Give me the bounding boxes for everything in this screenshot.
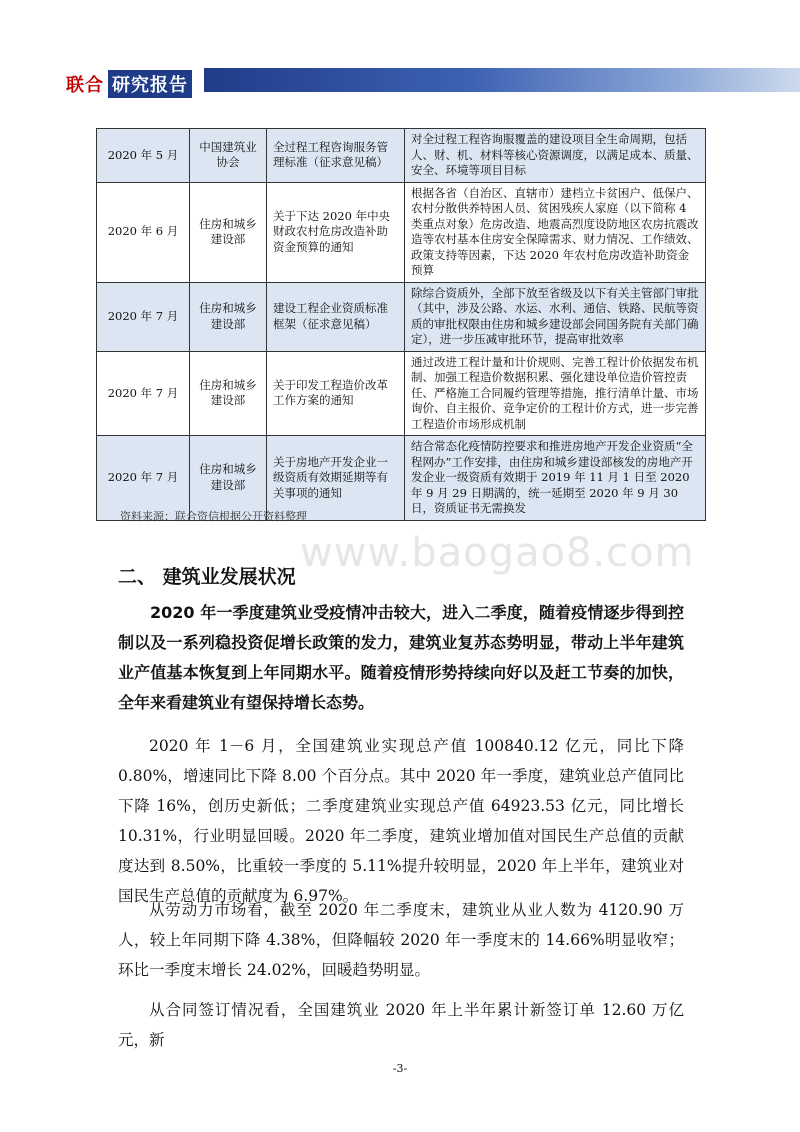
header-gradient-bar [204,68,800,92]
paragraph-labor: 从劳动力市场看，截至 2020 年二季度末，建筑业从业人数为 4120.90 万人，较上年同期下降 4.38%，但降幅较 2020 年一季度末的 14.66%明显收窄；环比一季度末增长 24.02%，回暖趋势明显。 [118,901,684,979]
cell-date: 2020 年 6 月 [97,182,190,282]
cell-doc: 关于房地产开发企业一级资质有效期延期等有关事项的通知 [267,436,405,521]
brand-part1: 联合 [66,75,104,96]
cell-content: 通过改进工程计量和计价规则、完善工程计价依据发布机制、加强工程造价数据积累、强化建设单位造价管控责任、严格施工合同履约管理等措施，推行清单计量、市场询价、自主报价、竞争定价的工程计价方式，进一步完善工程造价市场形成机制 [405,351,706,436]
policy-table [96,128,706,521]
cell-content: 对全过程工程咨询服覆盖的建设项目全生命周期，包括人、财、机、材料等核心资源调度，以满足成本、质量、安全、环境等项目目标 [405,129,706,183]
cell-doc: 建设工程企业资质标准框架（征求意见稿） [267,282,405,351]
cell-date: 2020 年 7 月 [97,351,190,436]
report-header [0,60,800,98]
cell-org: 中国建筑业协会 [190,129,267,183]
brand-part2: 研究报告 [108,70,192,98]
cell-org: 住房和城乡建设部 [190,436,267,521]
table-row [97,129,706,183]
cell-date: 2020 年 7 月 [97,436,190,521]
cell-date: 2020 年 7 月 [97,282,190,351]
cell-org: 住房和城乡建设部 [190,182,267,282]
watermark: www.baogao8.com [300,530,695,576]
cell-doc: 全过程工程咨询服务管理标准（征求意见稿） [267,129,405,183]
table-row [97,182,706,282]
paragraph-contracts: 从合同签订情况看，全国建筑业 2020 年上半年累计新签订单 12.60 万亿元，新 [118,1001,684,1049]
cell-doc: 关于下达 2020 年中央财政农村危房改造补助资金预算的通知 [267,182,405,282]
source-note: 资料来源：联合资信根据公开资料整理 [120,510,307,523]
table-row [97,351,706,436]
section-heading: 二、 建筑业发展状况 [118,566,296,588]
table-row [97,282,706,351]
cell-org: 住房和城乡建设部 [190,351,267,436]
brand-logo [66,70,192,98]
page-number: -3- [392,1062,408,1075]
cell-content: 结合常态化疫情防控要求和推进房地产开发企业资质“全程网办”工作安排，由住房和城乡建设部核发的房地产开发企业一级资质有效期于 2019 年 11 月 1 日至 2020 年 9 月 29 日期满的，统一延期至 2020 年 9 月 30 日，资质证书无需换发 [405,436,706,521]
cell-doc: 关于印发工程造价改革工作方案的通知 [267,351,405,436]
cell-date: 2020 年 5 月 [97,129,190,183]
cell-content: 除综合资质外，全部下放至省级及以下有关主管部门审批（其中，涉及公路、水运、水利、通信、铁路、民航等资质的审批权限由住房和城乡建设部会同国务院有关部门确定），进一步压减审批环节，提高审批效率 [405,282,706,351]
paragraph-summary: 2020 年一季度建筑业受疫情冲击较大，进入二季度，随着疫情逐步得到控制以及一系列稳投资促增长政策的发力，建筑业复苏态势明显，带动上半年建筑业产值基本恢复到上年同期水平。随着疫情形势持续向好以及赶工节奏的加快，全年来看建筑业有望保持增长态势。 [118,603,684,712]
cell-content: 根据各省（自治区、直辖市）建档立卡贫困户、低保户、农村分散供养特困人员、贫困残疾人家庭（以下简称 4 类重点对象）危房改造、地震高烈度设防地区农房抗震改造等农村基本住房安全保障需求、财力情况、工作绩效、政策支持等因素，下达 2020 年农村危房改造补助资金预算 [405,182,706,282]
cell-org: 住房和城乡建设部 [190,282,267,351]
paragraph-output: 2020 年 1－6 月，全国建筑业实现总产值 100840.12 亿元，同比下降 0.80%，增速同比下降 8.00 个百分点。其中 2020 年一季度，建筑业总产值同比下降 16%，创历史新低；二季度建筑业实现总产值 64923.53 亿元，同比增长 10.31%，行业明显回暖。2020 年二季度，建筑业增加值对国民生产总值的贡献度达到 8.50%，比重较一季度的 5.11%提升较明显，2020 年上半年，建筑业对国民生产总值的贡献度为 6.97%。 [118,737,684,905]
